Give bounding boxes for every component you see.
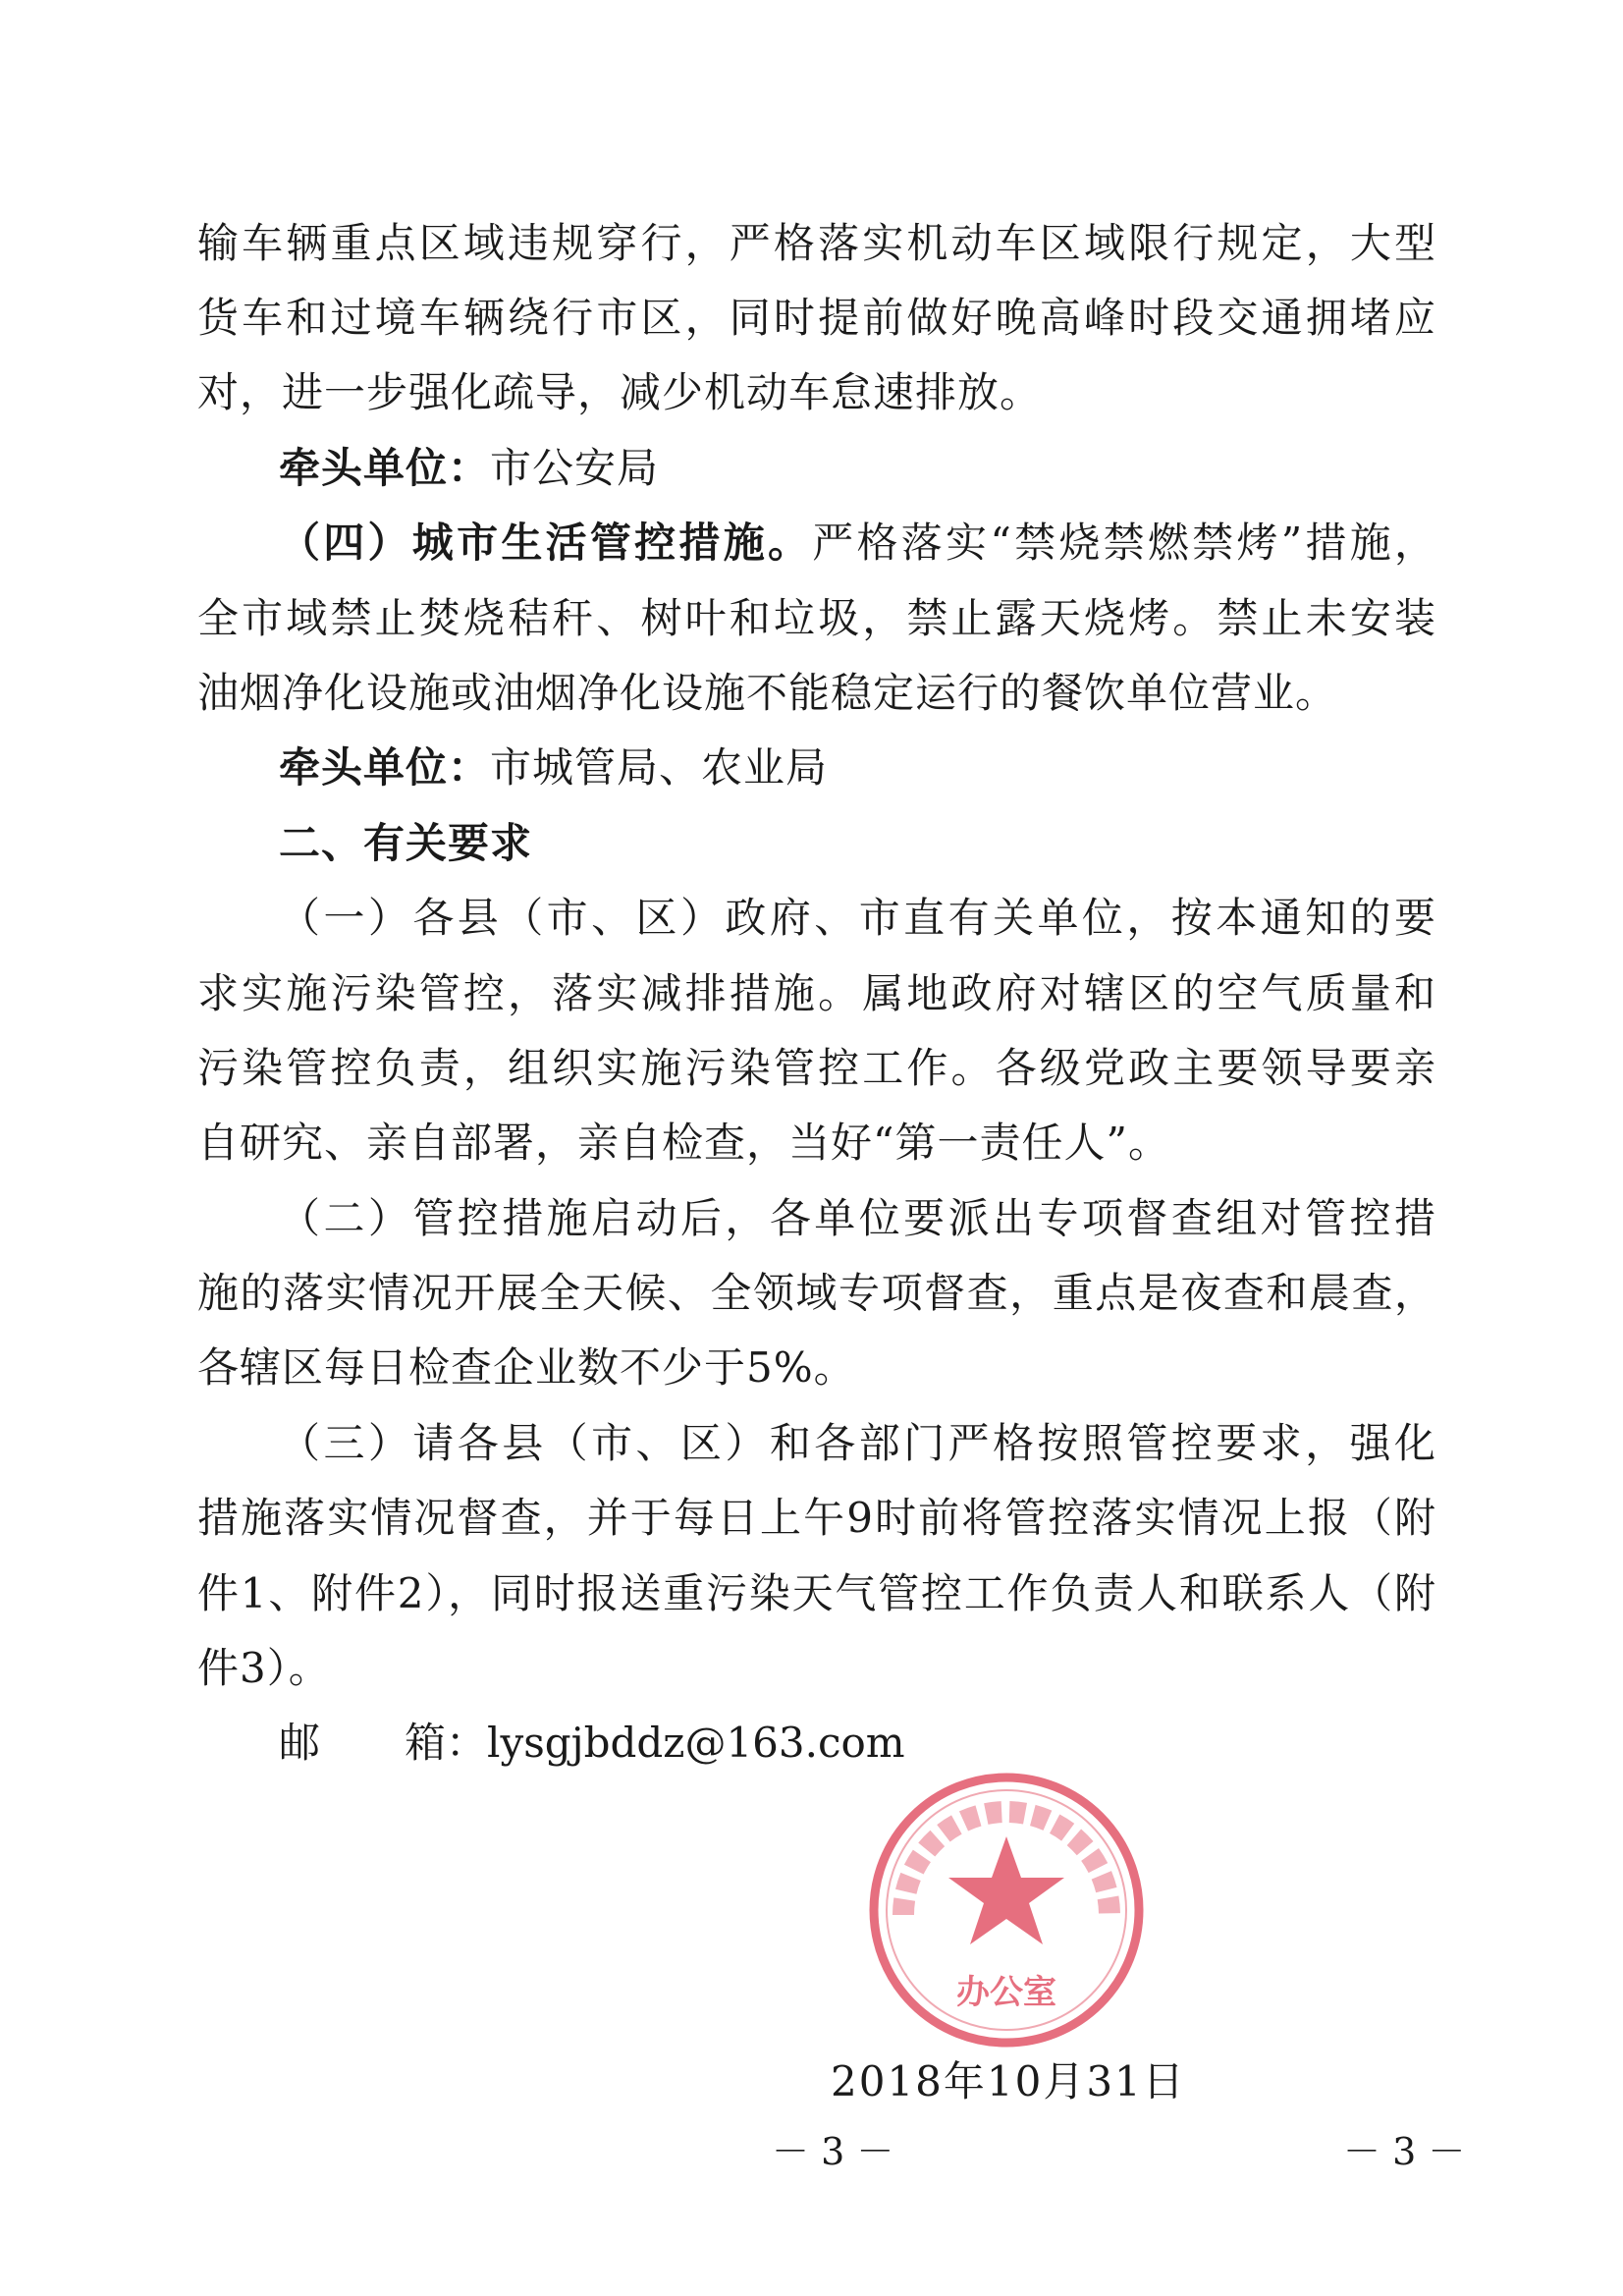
page-number-right: － 3 －: [1343, 2130, 1466, 2173]
paragraph-line: 货车和过境车辆绕行市区，同时提前做好晚高峰时段交通拥堵应: [197, 294, 1436, 342]
paragraph-line: 自研究、亲自部署，亲自检查，当好“第一责任人”。: [197, 1119, 1170, 1167]
section-four-text: 严格落实“禁烧禁燃禁烤”措施，: [812, 519, 1436, 567]
page-number-center: － 3 －: [772, 2130, 894, 2173]
email-address[interactable]: lysgjbddz@163.com: [487, 1719, 905, 1767]
paragraph-line: （三）请各县（市、区）和各部门严格按照管控要求，强化: [279, 1419, 1436, 1467]
lead-unit-value: 市公安局: [490, 444, 660, 492]
paragraph-line: 措施落实情况督查，并于每日上午9时前将管控落实情况上报（附: [197, 1494, 1436, 1542]
lead-unit-label: 牵头单位：: [279, 444, 491, 492]
document-date: 2018年10月31日: [831, 2057, 1186, 2105]
paragraph-line: 输车辆重点区域违规穿行，严格落实机动车区域限行规定，大型: [197, 219, 1436, 267]
paragraph-line: 件3）。: [197, 1644, 331, 1692]
paragraph-line: 各辖区每日检查企业数不少于5%。: [197, 1343, 856, 1392]
paragraph-line: 全市域禁止焚烧秸秆、树叶和垃圾，禁止露天烧烤。禁止未安装: [197, 594, 1436, 642]
lead-unit-line: [279, 740, 1436, 795]
paragraph-line: 件1、附件2），同时报送重污染天气管控工作负责人和联系人（附: [197, 1569, 1436, 1617]
email-label-b: 箱：: [405, 1719, 488, 1767]
paragraph-line: 求实施污染管控，落实减排措施。属地政府对辖区的空气质量和: [197, 969, 1436, 1017]
paragraph-line: 油烟净化设施或油烟净化设施不能稳定运行的餐饮单位营业。: [197, 669, 1338, 717]
paragraph-line: 施的落实情况开展全天候、全领域专项督查，重点是夜查和晨查，: [197, 1269, 1436, 1317]
svg-text:办公室: 办公室: [956, 1973, 1056, 2012]
email-label-a: 邮: [279, 1719, 321, 1767]
official-seal-icon: [864, 1768, 1149, 2052]
lead-unit-line: [279, 441, 1436, 496]
paragraph-line: 对，进一步强化疏导，减少机动车怠速排放。: [197, 368, 1043, 416]
lead-unit-label: 牵头单位：: [279, 743, 491, 792]
section-four-title: （四）城市生活管控措施。: [279, 519, 813, 567]
section-heading: 二、有关要求: [279, 819, 533, 867]
section-four-line: [279, 516, 1436, 571]
paragraph-line: 污染管控负责，组织实施污染管控工作。各级党政主要领导要亲: [197, 1044, 1436, 1092]
lead-unit-value: 市城管局、农业局: [490, 743, 829, 792]
email-line: [279, 1716, 905, 1771]
paragraph-line: （一）各县（市、区）政府、市直有关单位，按本通知的要: [279, 894, 1436, 942]
paragraph-line: （二）管控措施启动后，各单位要派出专项督查组对管控措: [279, 1194, 1436, 1242]
